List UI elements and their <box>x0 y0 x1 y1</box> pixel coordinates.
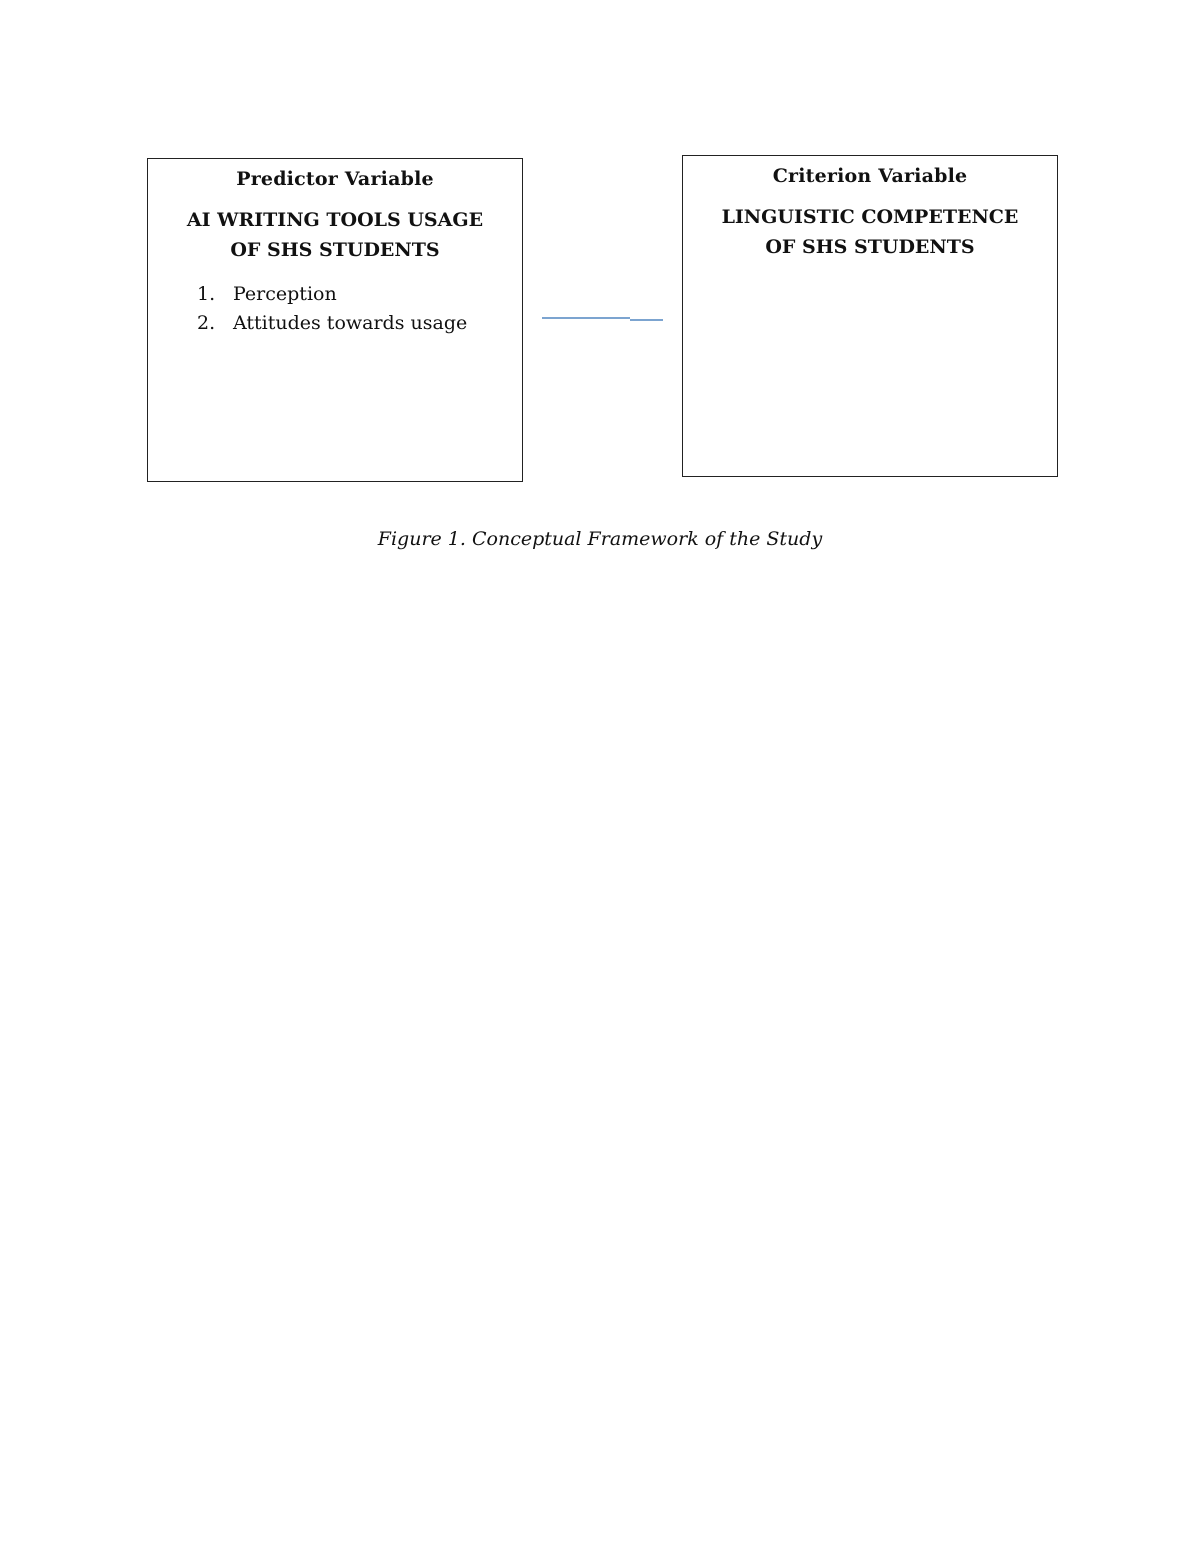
criterion-heading: Criterion Variable <box>772 165 968 187</box>
predictor-heading: Predictor Variable <box>236 168 434 190</box>
criterion-variable-box <box>682 155 1058 477</box>
connector-line <box>540 312 665 324</box>
list-item-label: Perception <box>233 283 337 305</box>
predictor-title-line1: AI WRITING TOOLS USAGE <box>186 209 484 231</box>
list-item-label: Attitudes towards usage <box>233 312 468 334</box>
criterion-title <box>683 202 1057 262</box>
predictor-title <box>148 205 522 265</box>
figure-caption: Figure 1. Conceptual Framework of the Study <box>377 528 823 550</box>
criterion-title-line1: LINGUISTIC COMPETENCE <box>721 206 1019 228</box>
list-item-number: 2. <box>197 312 216 334</box>
predictor-variable-box <box>147 158 523 482</box>
predictor-indicator-list <box>148 280 522 338</box>
predictor-title-line2: OF SHS STUDENTS <box>230 239 440 261</box>
list-item <box>148 309 522 338</box>
criterion-title-line2: OF SHS STUDENTS <box>765 236 975 258</box>
list-item <box>148 280 522 309</box>
list-item-number: 1. <box>197 283 216 305</box>
